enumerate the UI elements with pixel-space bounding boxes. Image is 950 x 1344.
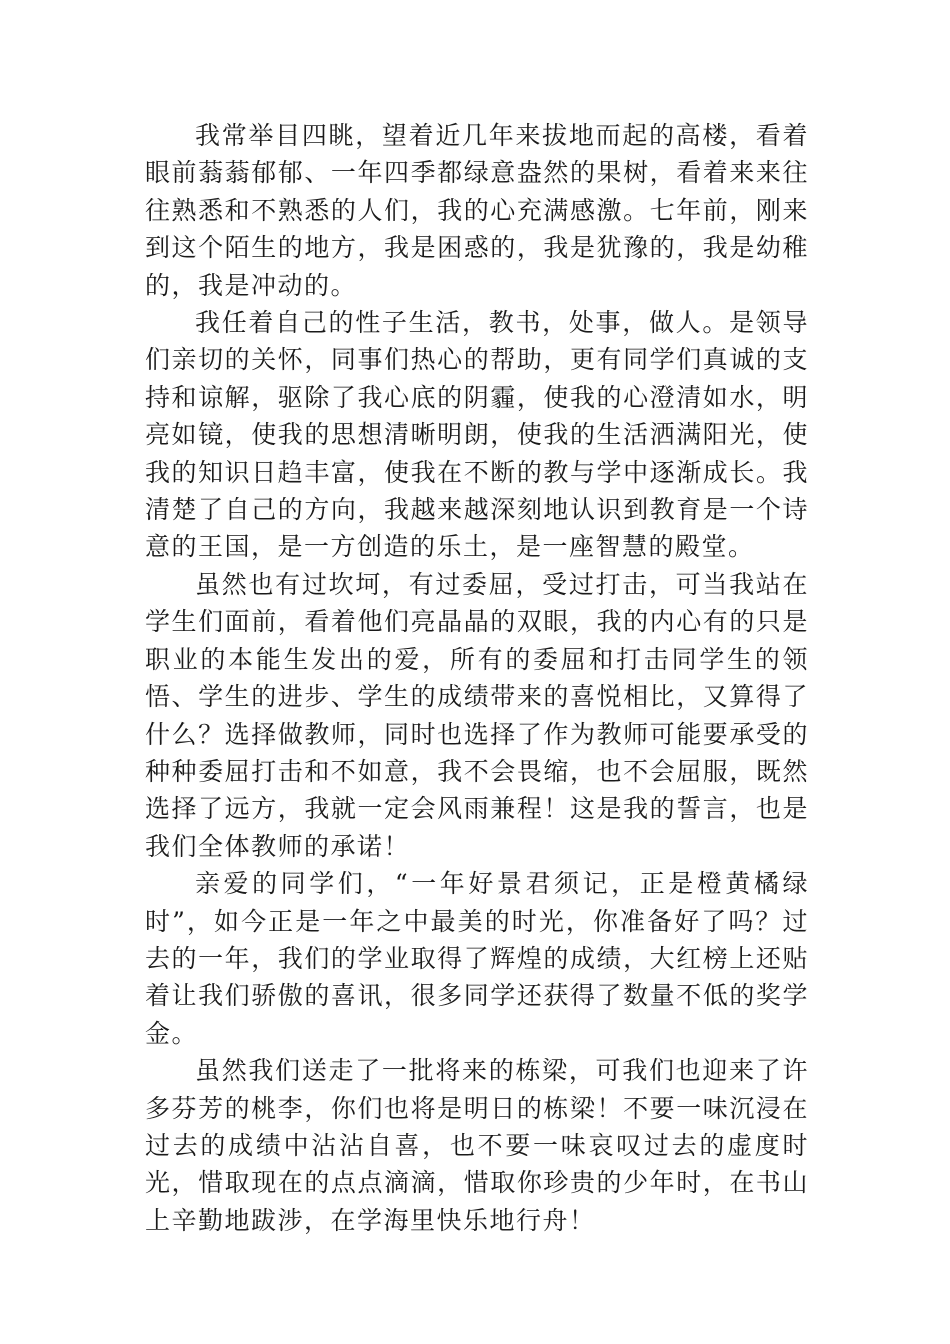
paragraph-2: 我任着自己的性子生活，教书，处事，做人。是领导们亲切的关怀，同事们热心的帮助，更有同学们真诚的支持和谅解，驱除了我心底的阴霾，使我的心澄清如水，明亮如镜，使我的思想清晰明朗，使我的生活洒满阳光，使我的知识日趋丰富，使我在不断的教与学中逐渐成长。我清楚了自己的方向，我越来越深刻地认识到教育是一个诗意的王国，是一方创造的乐土，是一座智慧的殿堂。 — [145, 308, 809, 562]
paragraph-5: 虽然我们送走了一批将来的栋梁，可我们也迎来了许多芬芳的桃李，你们也将是明日的栋梁！不要一味沉浸在过去的成绩中沾沾自喜，也不要一味哀叹过去的虚度时光，惜取现在的点点滴滴，惜取你珍贵的少年时，在书山上辛勤地跋涉，在学海里快乐地行舟！ — [145, 1056, 809, 1235]
paragraph-1: 我常举目四眺，望着近几年来拔地而起的高楼，看着眼前蓊蓊郁郁、一年四季都绿意盎然的果树，看着来来往往熟悉和不熟悉的人们，我的心充满感激。七年前，刚来到这个陌生的地方，我是困惑的，我是犹豫的，我是幼稚的，我是冲动的。 — [145, 121, 809, 300]
paragraph-4: 亲爱的同学们，“一年好景君须记，正是橙黄橘绿时”，如今正是一年之中最美的时光，你准备好了吗？过去的一年，我们的学业取得了辉煌的成绩，大红榜上还贴着让我们骄傲的喜讯，很多同学还获得了数量不低的奖学金。 — [145, 869, 809, 1048]
document-body — [145, 117, 809, 1239]
paragraph-3: 虽然也有过坎坷，有过委屈，受过打击，可当我站在学生们面前，看着他们亮晶晶的双眼，我的内心有的只是职业的本能生发出的爱，所有的委屈和打击同学生的领悟、学生的进步、学生的成绩带来的喜悦相比，又算得了什么？选择做教师，同时也选择了作为教师可能要承受的种种委屈打击和不如意，我不会畏缩，也不会屈服，既然选择了远方，我就一定会风雨兼程！这是我的誓言，也是我们全体教师的承诺！ — [145, 569, 809, 861]
